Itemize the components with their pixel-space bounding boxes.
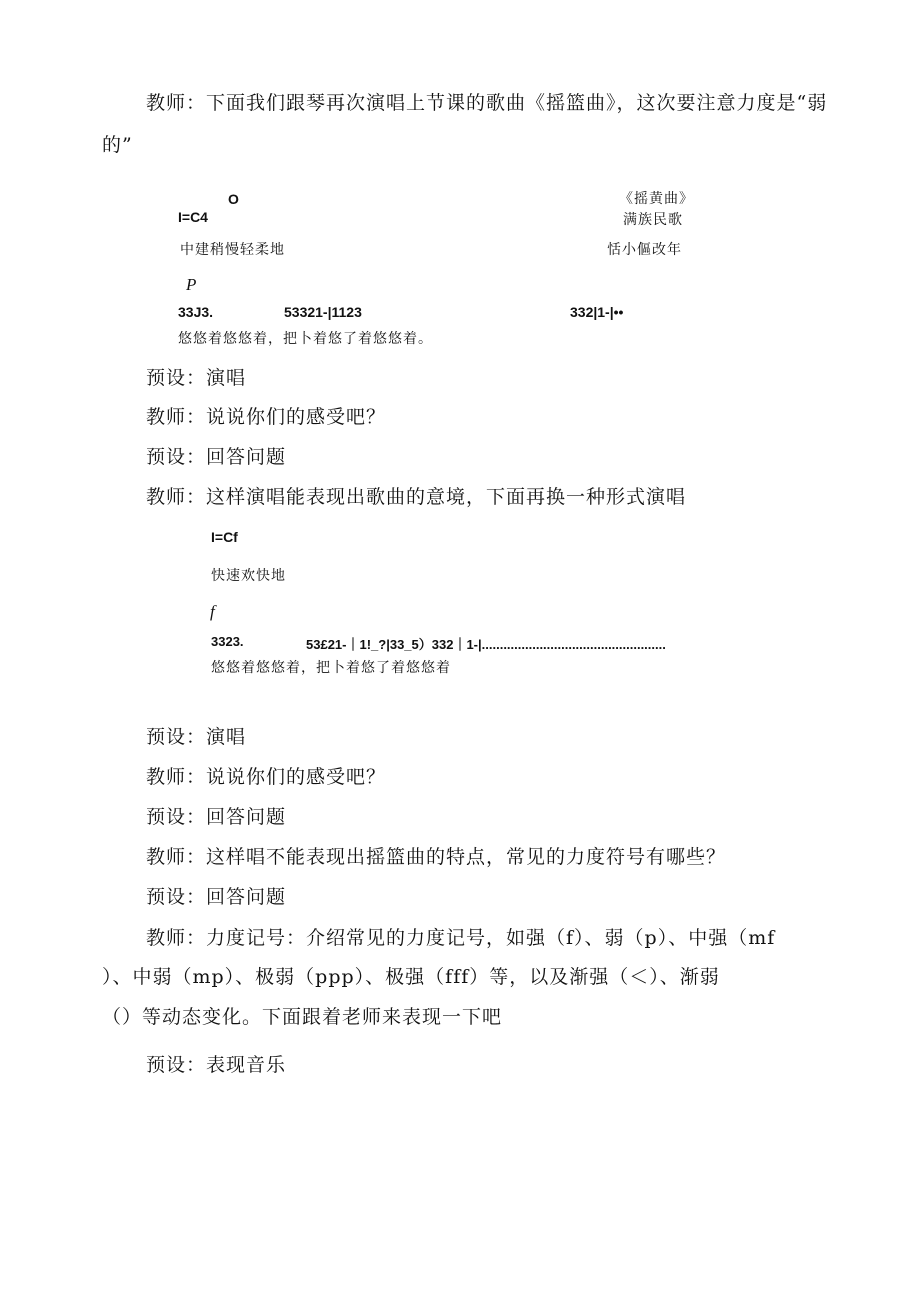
intro-line-1: 教师：下面我们跟琴再次演唱上节课的歌曲《摇篮曲》，这次要注意力度是“弱 xyxy=(146,92,828,114)
score2-lyrics: 悠悠着悠悠着，把卜着悠了着悠悠着 xyxy=(211,660,451,676)
dialog2-line-2: 教师：说说你们的感受吧？ xyxy=(146,766,387,788)
dialog1-line-1: 预设：演唱 xyxy=(146,367,247,389)
score1-title: 《摇黄曲》 xyxy=(619,191,694,207)
score1-dynamic: P xyxy=(186,275,197,294)
intro-line-2: 的” xyxy=(102,134,133,156)
closing-line-1: 教师：力度记号：介绍常见的力度记号，如强（f）、弱（p）、中强（mf xyxy=(146,927,776,949)
score2-key: I=Cf xyxy=(211,529,238,545)
dialog1-line-3: 预设：回答问题 xyxy=(146,446,287,468)
score1-notes-c: 332|1-|•• xyxy=(570,304,624,320)
dialog2-line-3: 预设：回答问题 xyxy=(146,806,287,828)
closing-line-3: （）等动态变化。下面跟着老师来表现一下吧 xyxy=(102,1006,503,1028)
score2-notes-b: 53£21-｜1!_?|33_5）332｜1-|................................................... xyxy=(306,637,666,652)
dialog1-line-4: 教师：这样演唱能表现出歌曲的意境，下面再换一种形式演唱 xyxy=(146,486,687,508)
score1-lyrics: 悠悠着悠悠着，把卜着悠了着悠悠着。 xyxy=(178,331,433,347)
dialog1-line-2: 教师：说说你们的感受吧？ xyxy=(146,406,387,428)
dialog2-line-5: 预设：回答问题 xyxy=(146,886,287,908)
closing-line-2: ）、中弱（mp）、极弱（ppp）、极强（fff）等，以及渐强（＜）、渐弱 xyxy=(102,966,720,988)
score1-circle-mark: O xyxy=(228,191,239,207)
dialog2-line-1: 预设：演唱 xyxy=(146,726,247,748)
score2-tempo: 快速欢快地 xyxy=(211,568,286,584)
score1-key: I=C4 xyxy=(178,209,208,225)
score1-notes-b: 53321-|1123 xyxy=(284,304,362,320)
dialog2-line-4: 教师：这样唱不能表现出摇篮曲的特点，常见的力度符号有哪些？ xyxy=(146,846,727,868)
score1-arranger: 恬小傴改年 xyxy=(607,242,682,258)
score1-origin: 满族民歌 xyxy=(623,212,683,228)
score1-tempo: 中建稍慢轻柔地 xyxy=(180,242,285,258)
score1-notes-a: 33J3. xyxy=(178,304,214,320)
score2-dynamic: f xyxy=(210,602,215,621)
score2-notes-a: 3323. xyxy=(211,634,244,649)
closing-line-4: 预设：表现音乐 xyxy=(146,1054,287,1076)
